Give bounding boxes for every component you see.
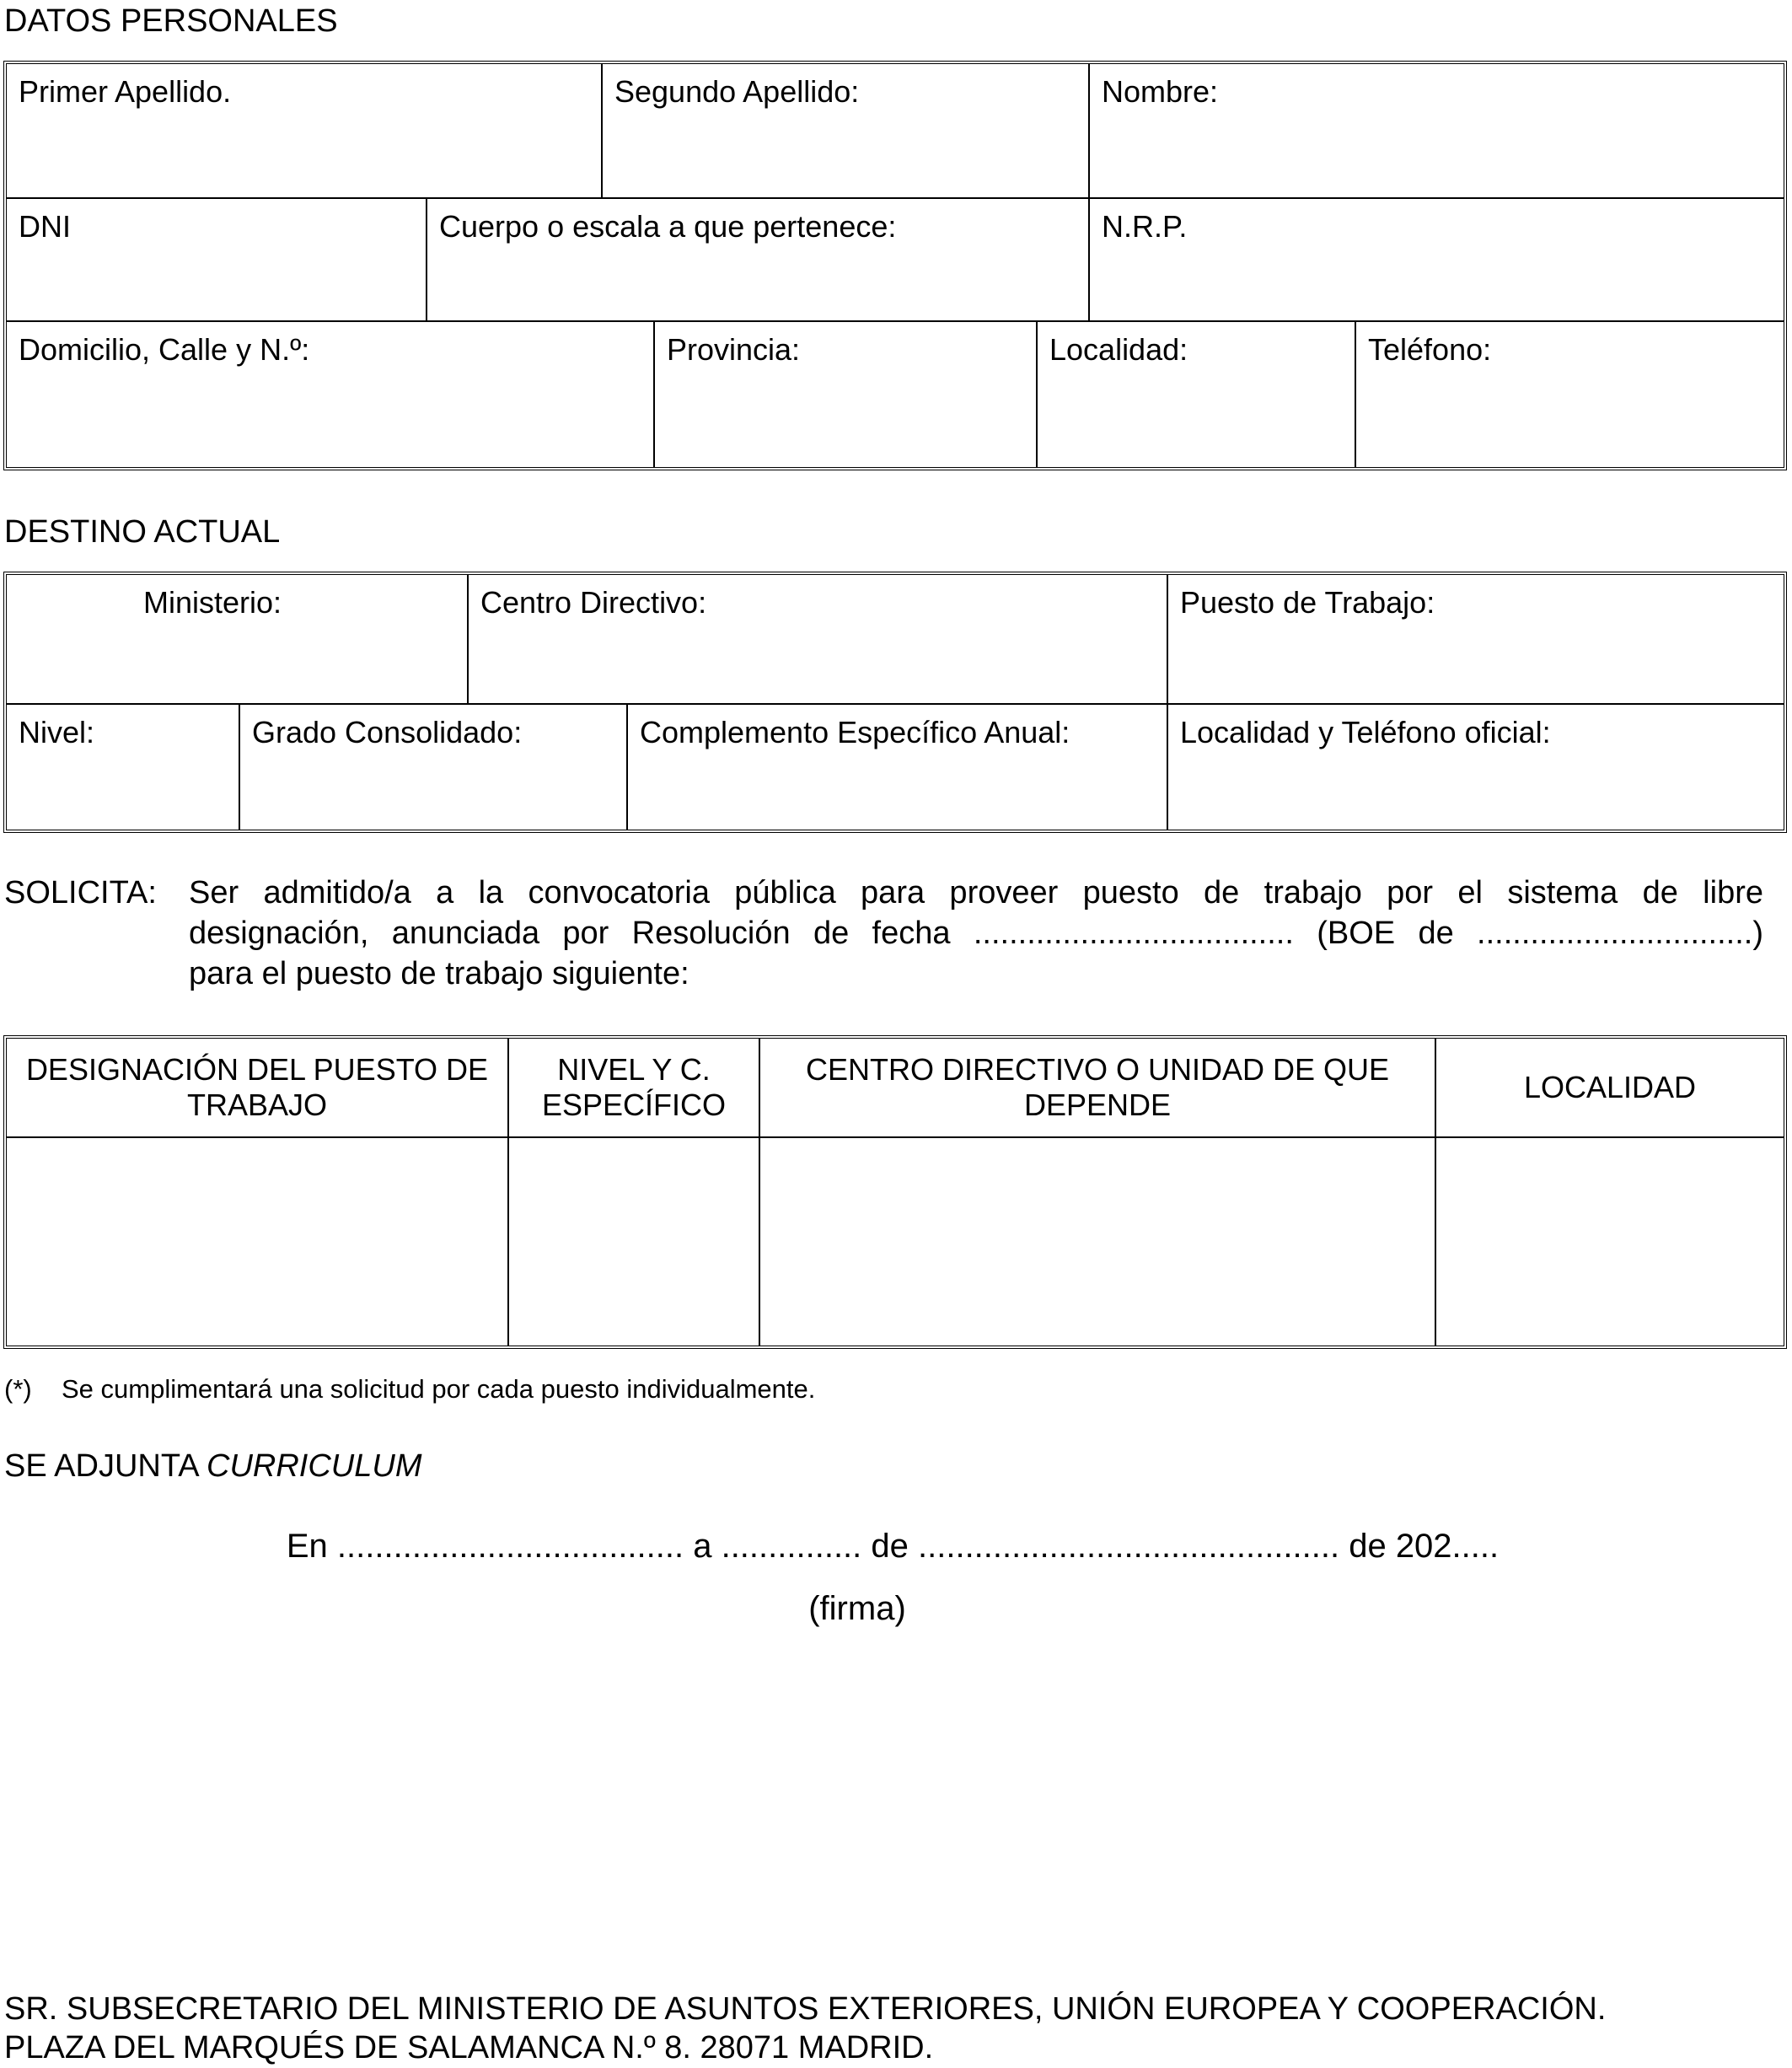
grado-consolidado-field[interactable]	[239, 705, 626, 830]
se-adjunta-prefix: SE ADJUNTA	[4, 1448, 198, 1484]
header-localidad-text: LOCALIDAD	[1523, 1070, 1697, 1104]
footnote-mark: (*)	[4, 1374, 32, 1404]
puesto-trabajo-label: Puesto de Trabajo:	[1180, 585, 1435, 620]
addressee-line-1: SR. SUBSECRETARIO DEL MINISTERIO DE ASUNTOS EXTERIORES, UNIÓN EUROPEA Y COOPERACIÓN.	[4, 1991, 1607, 2027]
domicilio-label: Domicilio, Calle y N.º:	[19, 332, 310, 367]
localidad-field[interactable]	[1036, 322, 1355, 467]
segundo-apellido-field[interactable]	[601, 64, 1088, 197]
localidad-telefono-oficial-field[interactable]	[1167, 705, 1784, 830]
header-centro-directivo-text: CENTRO DIRECTIVO O UNIDAD DE QUE DEPENDE	[805, 1052, 1390, 1122]
puesto-table-entry-row	[7, 1136, 1784, 1346]
destino-actual-table	[3, 572, 1787, 833]
curriculum-word: CURRICULUM	[207, 1448, 422, 1484]
telefono-field[interactable]	[1355, 322, 1784, 467]
solicita-line-2: designación, anunciada por Resolución de fecha .................................... (BOE de ...............................)	[189, 916, 1763, 951]
puesto-trabajo-field[interactable]	[1167, 575, 1784, 703]
personal-row-2	[7, 197, 1784, 322]
ministerio-field[interactable]	[7, 575, 467, 703]
destino-row-1	[7, 575, 1784, 703]
date-place-line: En ..................................... a ............... de ............................................. de 202.....	[286, 1528, 1500, 1565]
solicita-label: SOLICITA:	[4, 875, 157, 910]
cuerpo-escala-label: Cuerpo o escala a que pertenece:	[439, 209, 897, 244]
provincia-field[interactable]	[653, 322, 1036, 467]
centro-directivo-input-cell[interactable]	[759, 1138, 1435, 1346]
centro-directivo-field[interactable]	[467, 575, 1167, 703]
se-adjunta-line	[4, 1448, 421, 1485]
header-localidad	[1435, 1039, 1784, 1136]
localidad-telefono-oficial-label: Localidad y Teléfono oficial:	[1180, 715, 1551, 749]
nivel-label: Nivel:	[19, 715, 95, 749]
localidad-input-cell[interactable]	[1435, 1138, 1784, 1346]
header-designacion	[7, 1039, 507, 1136]
localidad-label: Localidad:	[1049, 332, 1188, 367]
solicita-text	[189, 873, 1763, 994]
segundo-apellido-label: Segundo Apellido:	[614, 74, 860, 109]
puesto-solicitado-table	[3, 1035, 1787, 1349]
complemento-especifico-field[interactable]	[626, 705, 1167, 830]
destino-actual-heading: DESTINO ACTUAL	[4, 514, 281, 550]
cuerpo-escala-field[interactable]	[426, 199, 1088, 322]
ministerio-label: Ministerio:	[143, 585, 282, 620]
nombre-label: Nombre:	[1102, 74, 1219, 109]
destino-row-2	[7, 703, 1784, 830]
nrp-label: N.R.P.	[1102, 209, 1188, 244]
dni-label: DNI	[19, 209, 71, 244]
header-centro-directivo	[759, 1039, 1435, 1136]
personal-row-1	[7, 64, 1784, 197]
firma-label: (firma)	[808, 1590, 906, 1627]
designacion-input-cell[interactable]	[7, 1138, 507, 1346]
footnote-text: Se cumplimentará una solicitud por cada puesto individualmente.	[62, 1374, 816, 1404]
nombre-field[interactable]	[1088, 64, 1784, 197]
domicilio-field[interactable]	[7, 322, 653, 467]
solicita-line-1: Ser admitido/a a la convocatoria pública para proveer puesto de trabajo por el sistema de libre	[189, 875, 1763, 910]
header-designacion-text: DESIGNACIÓN DEL PUESTO DE TRABAJO	[25, 1052, 489, 1122]
addressee-line-2: PLAZA DEL MARQUÉS DE SALAMANCA N.º 8. 28071 MADRID.	[4, 2030, 934, 2065]
datos-personales-table	[3, 61, 1787, 470]
puesto-table-header	[7, 1039, 1784, 1136]
nivel-input-cell[interactable]	[507, 1138, 759, 1346]
datos-personales-heading: DATOS PERSONALES	[4, 3, 338, 39]
telefono-label: Teléfono:	[1368, 332, 1492, 367]
footnote	[4, 1374, 815, 1405]
primer-apellido-field[interactable]	[7, 64, 601, 197]
header-nivel	[507, 1039, 759, 1136]
grado-consolidado-label: Grado Consolidado:	[252, 715, 523, 749]
primer-apellido-label: Primer Apellido.	[19, 74, 232, 109]
centro-directivo-label: Centro Directivo:	[480, 585, 707, 620]
complemento-especifico-label: Complemento Específico Anual:	[640, 715, 1070, 749]
provincia-label: Provincia:	[667, 332, 801, 367]
personal-row-3	[7, 320, 1784, 467]
solicita-line-3: para el puesto de trabajo siguiente:	[189, 956, 689, 991]
header-nivel-text: NIVEL Y C. ESPECÍFICO	[541, 1052, 727, 1122]
dni-field[interactable]	[7, 199, 426, 322]
nrp-field[interactable]	[1088, 199, 1784, 322]
nivel-field[interactable]	[7, 705, 239, 830]
